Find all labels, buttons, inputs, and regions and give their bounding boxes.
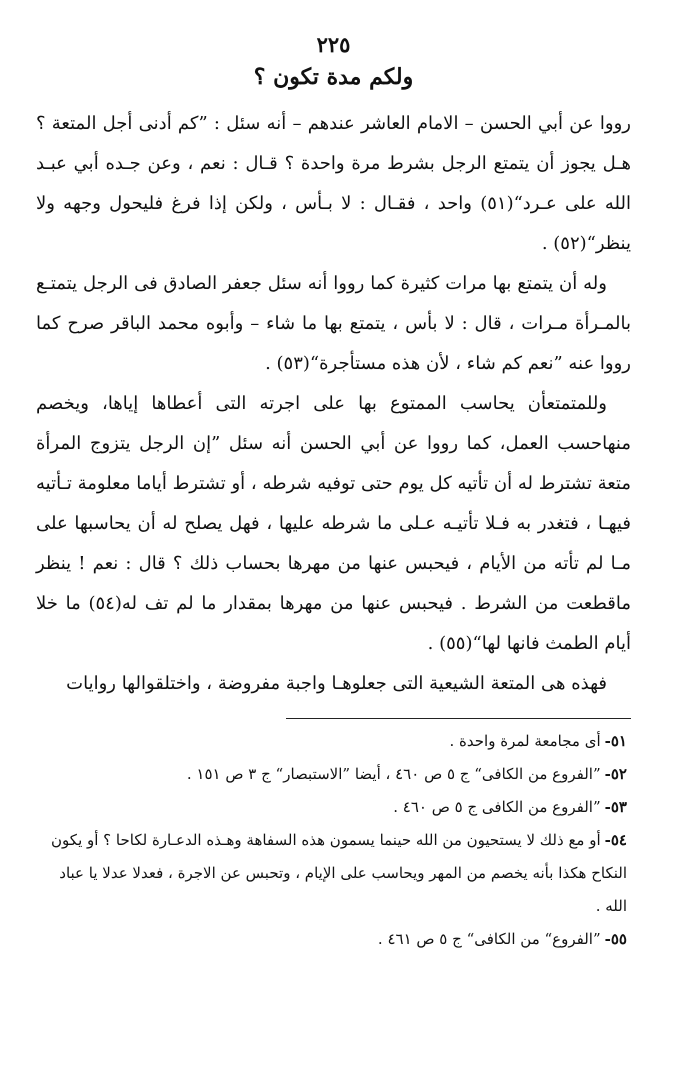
footnote-52 xyxy=(36,758,631,791)
paragraph-1: رووا عن أبي الحسن – الامام العاشر عندهم – أنه سئل : ”كم أدنى أجل المتعة ؟ هـل يجوز أن يتمتع الرجل بشرط مرة واحدة ؟ قـال : نعم ، وعن جـده أبي عبـد الله على عـرد“(٥١) واحد ، فقـال : لا بـأس ، ولكن إذا فرغ فليحول وجهه ولا ينظر“(٥٢) . xyxy=(36,113,631,254)
footnote-53 xyxy=(36,791,631,824)
footnote-51 xyxy=(36,725,631,758)
footnote-text: ”الفروع“ من الكافى“ ج ٥ ص ٤٦١ . xyxy=(377,930,601,948)
footnote-text: ”الفروع من الكافى“ ج ٥ ص ٤٦٠ ، أيضا ”الاستبصار“ ج ٣ ص ١٥١ . xyxy=(186,765,601,783)
page-number: ٢٢٥ xyxy=(316,32,351,57)
footnote-55 xyxy=(36,923,631,956)
footnote-number: ٥٥- xyxy=(604,930,627,948)
footnote-number: ٥١- xyxy=(604,732,627,750)
footnote-number: ٥٢- xyxy=(604,765,627,783)
footnotes xyxy=(36,725,631,956)
footnote-text: أو مع ذلك لا يستحيون من الله حينما يسمون هذه السفاهة وهـذه الدعـارة لكاحا ؟ أو يكون النكاح هكذا بأنه يخصم من المهر ويحاسب على الإيام ، وتحبس عن الاجرة ، فعدلا عدلا يا عباد الله . xyxy=(51,831,627,915)
paragraph-3: وللمتمتعأن يحاسب الممتوع بها على اجرته التى أعطاها إياها، ويخصم منهاحسب العمل، كما رووا عن أبي الحسن أنه سئل ”إن الرجل يتزوج المرأة متعة تشترط له أن تأتيه كل يوم حتى توفيه شرطه ، أو تشترط أياما معلومة تـأتيه فيهـا ، فتغدر به فـلا تأتيـه عـلى ما شرطه عليها ، فهل يصلح له أن يحاسبها على مـا لم تأته من الأيام ، فيحبس عنها من مهرها بحساب ذلك ؟ قال : نعم ! ينظر ماقطعت من الشرط . فيحبس عنها من مهرها بمقدار ما لم تف له(٥٤) ما خلا أيام الطمث فانها لها“(٥٥) . xyxy=(36,393,631,654)
footnote-text: أى مجامعة لمرة واحدة . xyxy=(449,732,601,750)
footnote-divider xyxy=(286,718,631,719)
footnote-text: ”الفروع من الكافى ج ٥ ص ٤٦٠ . xyxy=(393,798,601,816)
footnote-54 xyxy=(36,824,631,923)
paragraph-2: وله أن يتمتع بها مرات كثيرة كما رووا أنه سئل جعفر الصادق فى الرجل يتمتـع بالمـرأة مـرات ، قال : لا بأس ، يتمتع بها ما شاء – وأبوه محمد الباقر صرح كما رووا عنه ”نعم كم شاء ، لأن هذه مستأجرة“(٥٣) . xyxy=(36,273,631,374)
chapter-title: ولكم مدة تكون ؟ xyxy=(253,64,414,90)
paragraph-4: فهذه هى المتعة الشيعية التى جعلوهـا واجبة مفروضة ، واختلقوالها روايات xyxy=(66,673,607,694)
footnote-number: ٥٤- xyxy=(604,831,627,849)
footnote-number: ٥٣- xyxy=(604,798,627,816)
main-text xyxy=(36,104,631,704)
